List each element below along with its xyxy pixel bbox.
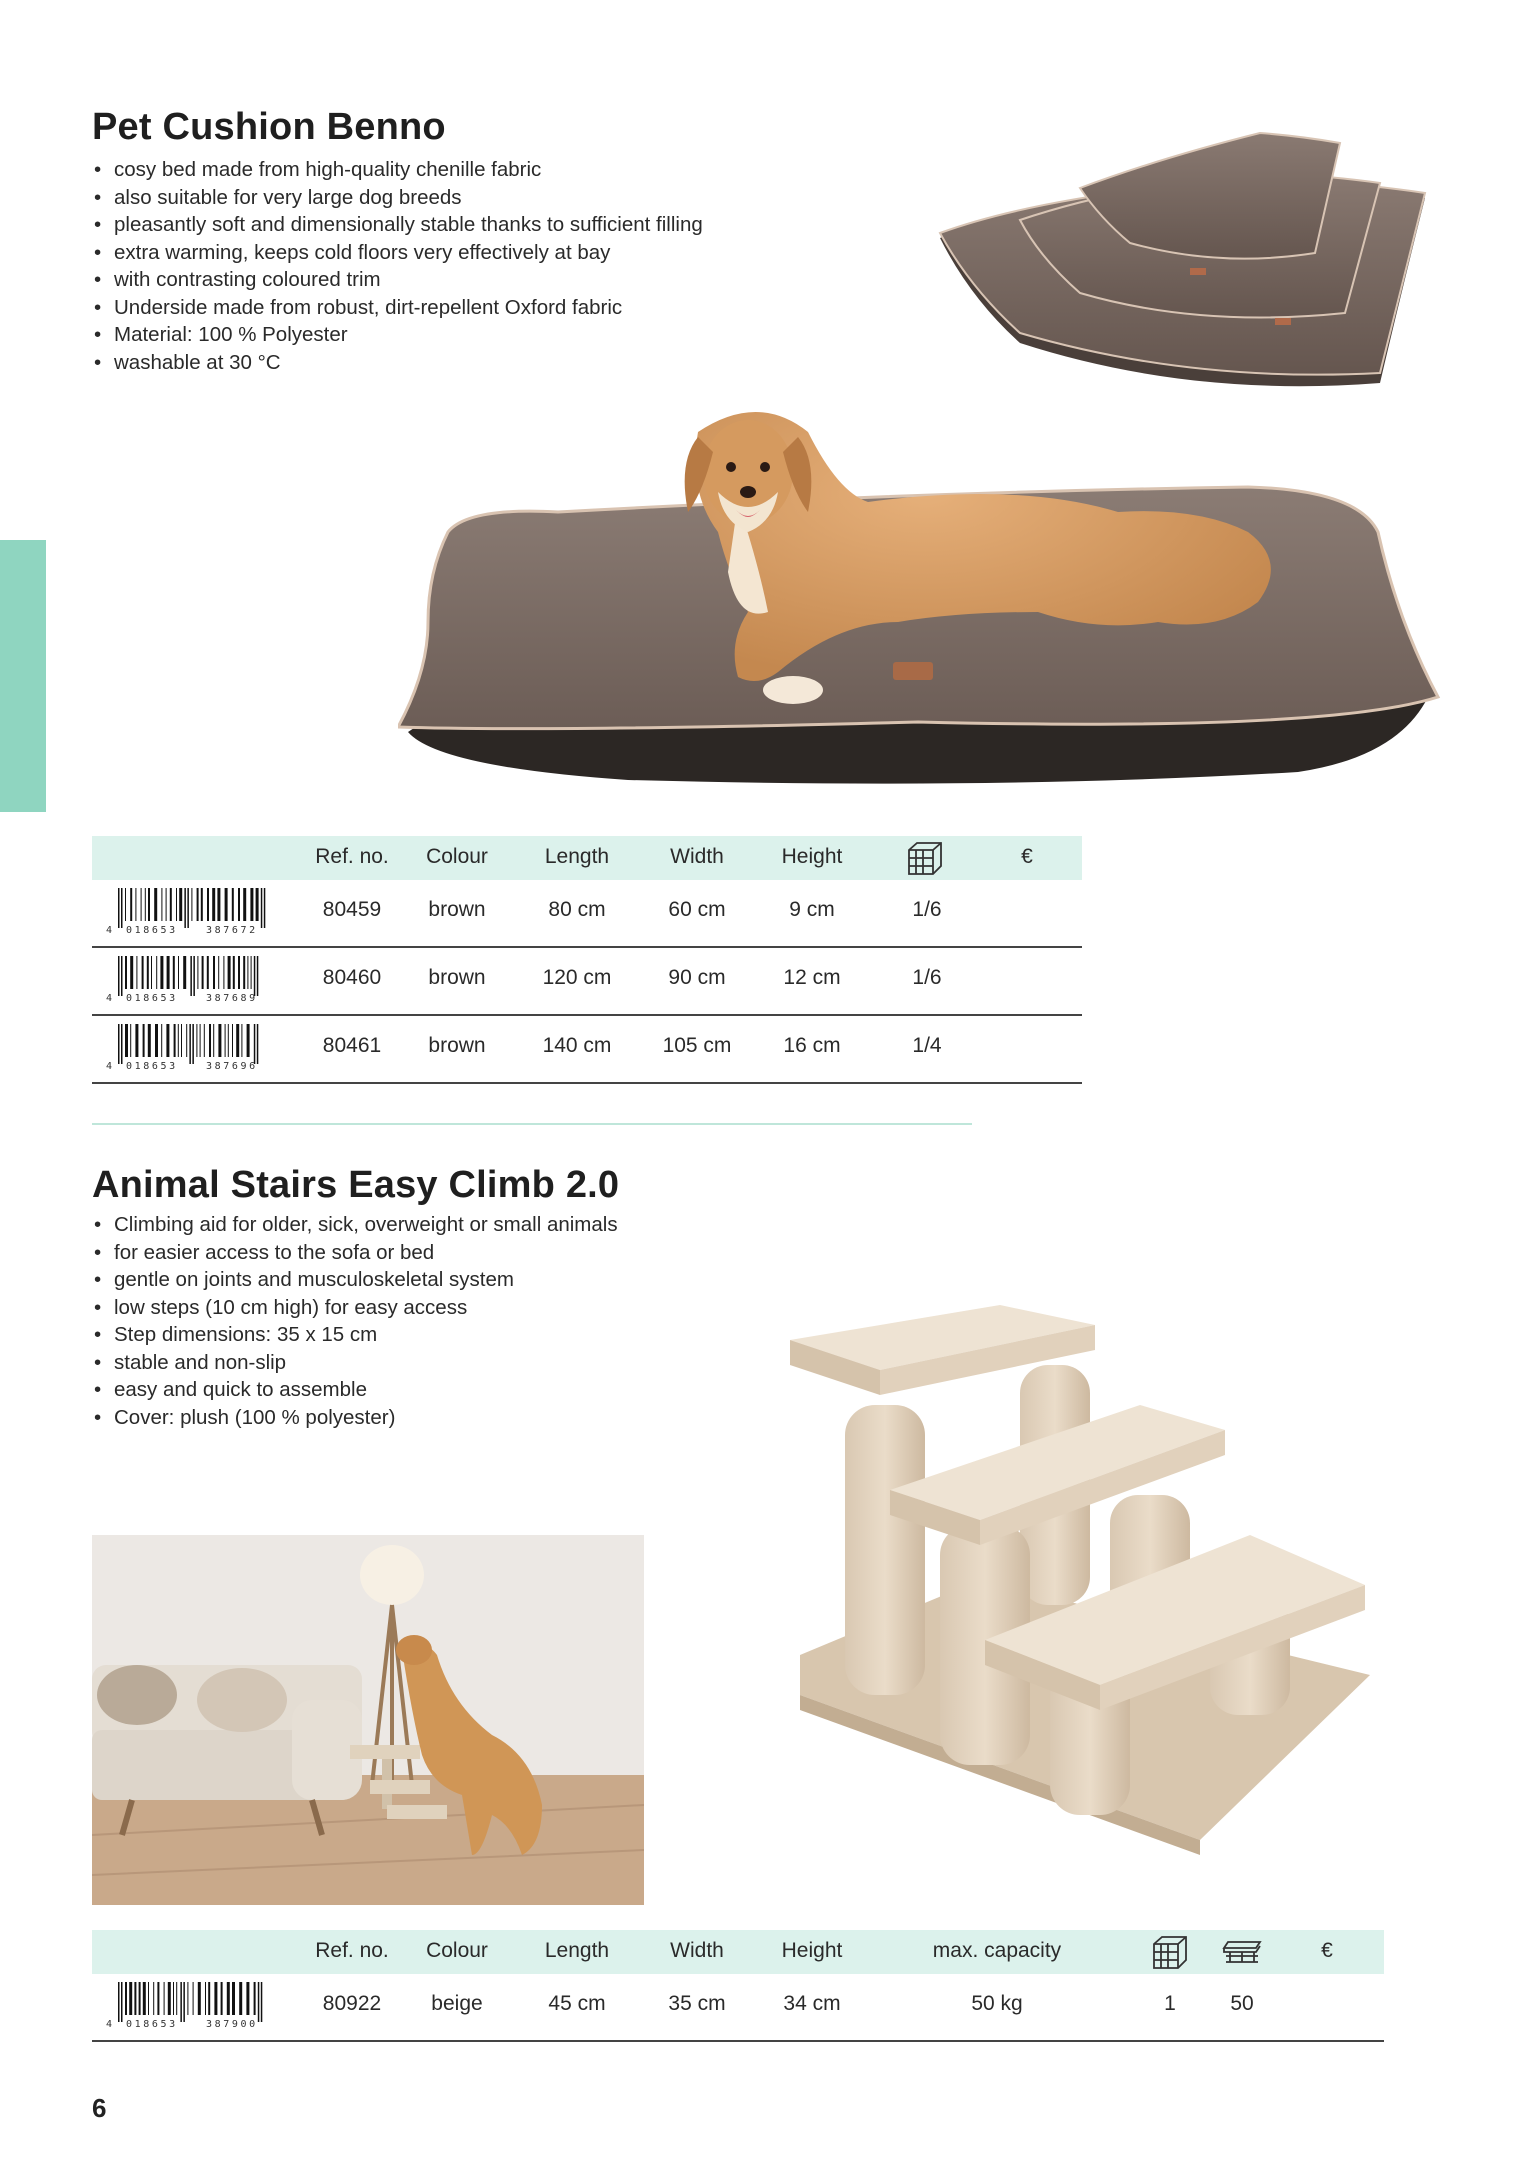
barcode-bar — [225, 888, 228, 921]
barcode-bar — [153, 1982, 154, 2015]
length: 120 cm — [542, 966, 612, 989]
barcode-bar — [157, 1982, 159, 2015]
header-length: Length — [544, 1939, 610, 1962]
length: 45 cm — [548, 1992, 606, 2015]
barcode-bar — [238, 956, 240, 989]
barcode-bar — [217, 888, 220, 921]
barcode-bar — [135, 888, 136, 921]
barcode-bar — [160, 956, 163, 989]
barcode-bar — [184, 888, 186, 928]
barcode-bar — [247, 956, 248, 989]
barcode-bar — [148, 888, 150, 921]
barcode-bar — [218, 956, 219, 989]
barcode-bar — [246, 1982, 249, 2015]
barcode-bar — [258, 1982, 260, 2022]
table-row — [92, 1016, 1082, 1084]
barcode-bar — [143, 1024, 145, 1057]
length: 80 cm — [548, 898, 606, 921]
barcode-bar — [166, 888, 167, 921]
barcode-bar — [227, 1982, 230, 2015]
height: 16 cm — [783, 1034, 841, 1057]
table-header — [92, 836, 1082, 880]
barcode-bar — [233, 956, 235, 989]
feature-item: • cosy bed made from high-quality chenille fabric — [92, 156, 703, 184]
barcode-bar — [145, 888, 146, 921]
barcode-bar — [236, 1024, 239, 1057]
header-width: Width — [670, 845, 724, 868]
barcode-bar — [204, 1024, 205, 1057]
barcode-lead-digit: 4 — [106, 1061, 113, 1072]
barcode-lead-digit: 4 — [106, 925, 113, 936]
barcode-bar — [130, 1024, 131, 1057]
barcode-left-digits: 018653 — [126, 2019, 178, 2030]
product-title-stairs: Animal Stairs Easy Climb 2.0 — [92, 1164, 620, 1206]
barcode-bar — [264, 888, 266, 928]
stairs-product-image — [780, 1295, 1380, 1855]
barcode-bar — [209, 1024, 211, 1057]
feature-item: • Material: 100 % Polyester — [92, 321, 703, 349]
barcode-bar — [168, 1982, 171, 2015]
barcode-bar — [130, 956, 133, 989]
feature-item: • Cover: plush (100 % polyester) — [92, 1404, 618, 1432]
barcode-bar — [174, 1024, 176, 1057]
barcode-left-digits: 018653 — [126, 993, 178, 1004]
cushion-stack-image — [930, 128, 1440, 398]
header-price: € — [1021, 845, 1033, 868]
barcode-bar — [257, 1024, 259, 1064]
barcode-bar — [125, 956, 127, 989]
barcode-bar — [130, 888, 132, 921]
barcode-bar — [207, 956, 209, 989]
barcode-right-digits: 387696 — [206, 1061, 258, 1072]
barcode-bar — [118, 1982, 120, 2022]
barcode — [104, 1980, 278, 2030]
barcode-bar — [251, 956, 252, 989]
barcode-bar — [180, 1982, 182, 2022]
header-width: Width — [670, 1939, 724, 1962]
barcode-bar — [125, 1982, 127, 2015]
barcode-bar — [166, 1024, 169, 1057]
barcode-bar — [198, 1982, 201, 2015]
feature-item: • Climbing aid for older, sick, overweight or small animals — [92, 1211, 618, 1239]
length: 140 cm — [542, 1034, 612, 1057]
height: 34 cm — [783, 1992, 841, 2015]
page-number: 6 — [92, 2093, 107, 2123]
table-row — [92, 880, 1082, 948]
barcode-bar — [136, 956, 137, 989]
header-height: Height — [781, 1939, 843, 1962]
barcode-bar — [176, 1982, 177, 2015]
barcode-bar — [243, 956, 245, 989]
section-divider — [92, 1123, 972, 1125]
barcode-right-digits: 387900 — [206, 2019, 258, 2030]
barcode-bar — [161, 1024, 162, 1057]
barcode-bar — [139, 1982, 141, 2015]
barcode-bar — [181, 1024, 182, 1057]
header-height: Height — [781, 845, 843, 868]
barcode-bar — [147, 956, 149, 989]
barcode-lead-digit: 4 — [106, 993, 113, 1004]
barcode-bar — [254, 1024, 256, 1064]
table-row — [92, 948, 1082, 1016]
barcode-bar — [176, 888, 177, 921]
feature-item: • extra warming, keeps cold floors very effectively at bay — [92, 239, 703, 267]
barcode — [104, 1022, 278, 1072]
barcode-bar — [118, 956, 120, 996]
barcode-bar — [167, 956, 170, 989]
barcode-bar — [221, 1982, 223, 2015]
barcode-bar — [228, 956, 231, 989]
feature-item: • pleasantly soft and dimensionally stable thanks to sufficient filling — [92, 211, 703, 239]
barcode-bar — [129, 1982, 132, 2015]
barcode-bar — [125, 888, 126, 921]
barcode-bar — [183, 1982, 185, 2022]
barcode-bar — [190, 956, 192, 996]
section-color-tab — [0, 540, 46, 812]
feature-item: • washable at 30 °C — [92, 349, 703, 377]
carton-icon — [1152, 1934, 1188, 1970]
barcode — [104, 886, 278, 936]
barcode-bar — [178, 1024, 179, 1057]
pallet-icon — [1222, 1938, 1262, 1966]
barcode-bar — [134, 1982, 136, 2015]
barcode-bar — [247, 1024, 250, 1057]
barcode-bar — [156, 956, 157, 989]
barcode-bar — [118, 1024, 120, 1064]
barcode-bar — [183, 956, 186, 989]
barcode-bar — [196, 1024, 197, 1057]
product-title-benno: Pet Cushion Benno — [92, 106, 446, 148]
colour: brown — [428, 898, 486, 921]
barcode-bar — [218, 1024, 221, 1057]
barcode-bar — [243, 888, 246, 921]
feature-list-stairs — [92, 1211, 618, 1431]
living-room-scene-image — [92, 1535, 644, 1905]
barcode-right-digits: 387672 — [206, 925, 258, 936]
barcode-bar — [173, 956, 175, 989]
header-max-capacity: max. capacity — [932, 1939, 1062, 1962]
barcode-bar — [213, 956, 215, 989]
barcode-bar — [214, 1982, 217, 2015]
feature-item: • gentle on joints and musculoskeletal system — [92, 1266, 618, 1294]
header-price: € — [1321, 1939, 1333, 1962]
width: 90 cm — [668, 966, 726, 989]
barcode-right-digits: 387689 — [206, 993, 258, 1004]
barcode-left-digits: 018653 — [126, 1061, 178, 1072]
barcode-bar — [254, 956, 256, 996]
header-ref-no: Ref. no. — [315, 845, 389, 868]
barcode-bar — [121, 888, 123, 928]
feature-item: • Underside made from robust, dirt-repellent Oxford fabric — [92, 294, 703, 322]
barcode-bar — [202, 956, 204, 989]
barcode-bar — [186, 1024, 187, 1057]
barcode-bar — [207, 888, 209, 921]
barcode-bar — [189, 1024, 191, 1064]
barcode-bar — [161, 888, 162, 921]
barcode-bar — [232, 1982, 235, 2015]
width: 105 cm — [662, 1034, 732, 1057]
barcode-bar — [187, 888, 189, 928]
feature-item: • also suitable for very large dog breeds — [92, 184, 703, 212]
colour: brown — [428, 1034, 486, 1057]
barcode-bar — [178, 956, 179, 989]
barcode-bar — [197, 888, 199, 921]
barcode-bar — [170, 888, 172, 921]
feature-item: • stable and non-slip — [92, 1349, 618, 1377]
pack-unit: 1/6 — [912, 898, 942, 921]
ref-no: 80459 — [322, 898, 382, 921]
barcode-bar — [121, 1982, 123, 2022]
header-ref-no: Ref. no. — [315, 1939, 389, 1962]
ref-no: 80460 — [322, 966, 382, 989]
barcode-bar — [125, 1024, 128, 1057]
barcode — [104, 954, 278, 1004]
barcode-bar — [261, 1982, 263, 2022]
table-row — [92, 1974, 1384, 2042]
header-colour: Colour — [426, 845, 488, 868]
colour: beige — [431, 1992, 483, 2015]
header-colour: Colour — [426, 1939, 488, 1962]
barcode-bar — [238, 888, 240, 921]
feature-item: • low steps (10 cm high) for easy access — [92, 1294, 618, 1322]
barcode-bar — [228, 1024, 229, 1057]
barcode-bar — [141, 888, 142, 921]
barcode-bar — [256, 888, 259, 921]
feature-item: • easy and quick to assemble — [92, 1376, 618, 1404]
barcode-bar — [191, 888, 192, 921]
barcode-bar — [225, 1024, 226, 1057]
product-table-benno — [92, 836, 1082, 1084]
width: 35 cm — [668, 1992, 726, 2015]
max-capacity: 50 kg — [971, 1992, 1023, 2015]
ref-no: 80922 — [322, 1992, 382, 2015]
barcode-bar — [232, 888, 234, 921]
feature-list-benno — [92, 156, 703, 376]
barcode-bar — [213, 1024, 214, 1057]
barcode-left-digits: 018653 — [126, 925, 178, 936]
barcode-bar — [223, 956, 224, 989]
barcode-bar — [148, 1024, 151, 1057]
product-table-stairs — [92, 1930, 1384, 2042]
barcode-bar — [121, 956, 123, 996]
barcode-bar — [197, 956, 198, 989]
barcode-bar — [164, 1982, 165, 2015]
barcode-bar — [142, 956, 144, 989]
barcode-bar — [250, 888, 253, 921]
barcode-bar — [148, 1982, 149, 2015]
width: 60 cm — [668, 898, 726, 921]
table-header — [92, 1930, 1384, 1974]
feature-item: • with contrasting coloured trim — [92, 266, 703, 294]
barcode-bar — [261, 888, 263, 928]
barcode-bar — [135, 1024, 138, 1057]
colour: brown — [428, 966, 486, 989]
barcode-bar — [155, 1024, 158, 1057]
barcode-bar — [257, 956, 259, 996]
barcode-bar — [232, 1024, 233, 1057]
feature-item: • Step dimensions: 35 x 15 cm — [92, 1321, 618, 1349]
barcode-bar — [193, 1982, 194, 2015]
barcode-bar — [212, 888, 215, 921]
barcode-bar — [192, 1024, 194, 1064]
barcode-bar — [121, 1024, 123, 1064]
pallet-qty: 50 — [1230, 1992, 1254, 2015]
barcode-bar — [201, 888, 203, 921]
barcode-bar — [151, 956, 152, 989]
barcode-bar — [254, 1982, 256, 2015]
barcode-lead-digit: 4 — [106, 2019, 113, 2030]
barcode-bar — [173, 1982, 174, 2015]
barcode-bar — [193, 956, 195, 996]
carton-icon — [907, 840, 943, 876]
header-length: Length — [544, 845, 610, 868]
barcode-bar — [179, 888, 182, 921]
barcode-bar — [205, 1982, 206, 2015]
barcode-bar — [154, 888, 157, 921]
barcode-bar — [118, 888, 120, 928]
pack-unit: 1/4 — [912, 1034, 942, 1057]
ref-no: 80461 — [322, 1034, 382, 1057]
height: 12 cm — [783, 966, 841, 989]
barcode-bar — [208, 1982, 210, 2015]
barcode-bar — [187, 1982, 188, 2015]
barcode-bar — [241, 1024, 242, 1057]
barcode-bar — [200, 1024, 201, 1057]
pack-unit: 1/6 — [912, 966, 942, 989]
height: 9 cm — [789, 898, 835, 921]
barcode-bar — [239, 1982, 242, 2015]
cushion-with-dog-image — [398, 372, 1446, 792]
barcode-bar — [143, 1982, 146, 2015]
feature-item: • for easier access to the sofa or bed — [92, 1239, 618, 1267]
pack-unit: 1 — [1164, 1992, 1176, 2015]
